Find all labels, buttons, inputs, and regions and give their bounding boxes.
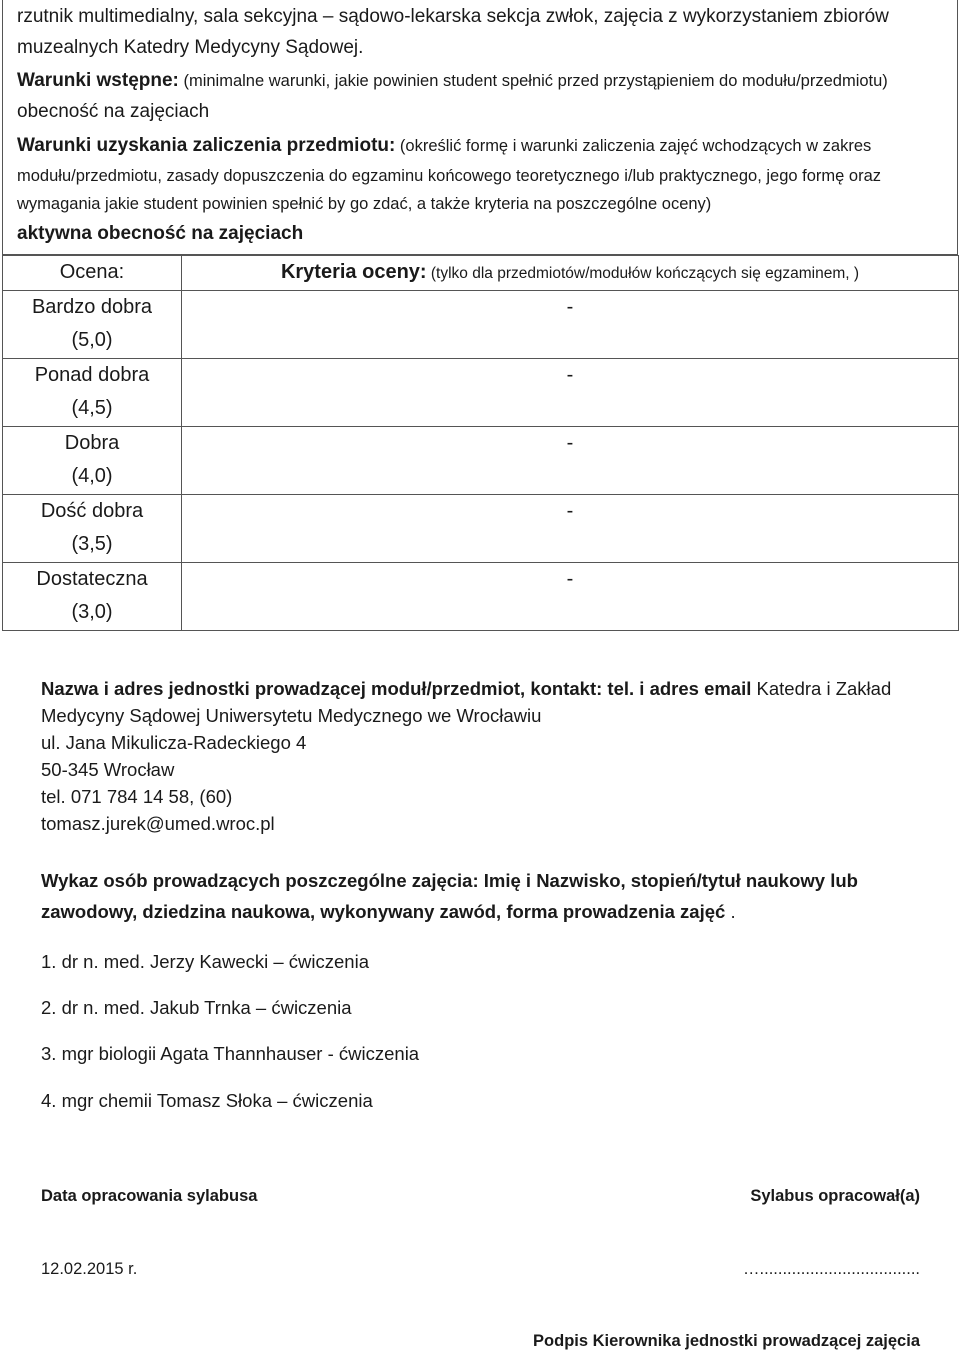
pass-conditions-value: aktywna obecność na zajęciach (17, 223, 304, 244)
staff-heading-line-2 (41, 901, 736, 923)
equipment-line-2: muzealnych Katedry Medycyny Sądowej. (17, 37, 364, 58)
grade-row-4-0 (3, 427, 959, 495)
grade-value: (4,5) (71, 397, 113, 419)
grade-row-3-0 (3, 563, 959, 631)
pass-conditions-note-1: (określić formę i warunki zaliczenia zajęć wchodzących w zakres (395, 137, 872, 155)
staff-item: 4. mgr chemii Tomasz Słoka – ćwiczenia (41, 1090, 373, 1111)
staff-item: 2. dr n. med. Jakub Trnka – ćwiczenia (41, 997, 352, 1018)
staff-heading-tail: . (725, 901, 736, 922)
pass-conditions-heading (17, 135, 871, 157)
staff-heading-text: zawodowy, dziedzina naukowa, wykonywany zawód, forma prowadzenia zajęć (41, 901, 726, 922)
conditions-box (2, 0, 958, 255)
grades-table (2, 255, 959, 631)
grade-cell (3, 291, 182, 359)
signature-line: …................................... (743, 1260, 920, 1278)
date-label: Data opracowania sylabusa (41, 1187, 258, 1205)
grade-cell (3, 427, 182, 495)
contact-email: tomasz.jurek@umed.wroc.pl (41, 813, 275, 834)
grade-name: Ponad dobra (34, 364, 150, 386)
contact-unit-line-1: Katedra i Zakład (751, 678, 892, 699)
staff-heading-line-1: Wykaz osób prowadzących poszczególne zajęcia: Imię i Nazwisko, stopień/tytuł naukowy lub (41, 870, 858, 891)
pass-conditions-note-2: modułu/przedmiotu, zasady dopuszczenia do egzaminu końcowego teoretycznego i/lub praktycznego, jego formę oraz (17, 167, 881, 185)
grade-value: (3,5) (71, 533, 113, 555)
criteria-cell: - (182, 291, 959, 359)
prerequisites-heading (17, 70, 888, 92)
contact-city: 50-345 Wrocław (41, 759, 175, 780)
contact-heading (41, 678, 891, 700)
prerequisites-label: Warunki wstępne: (17, 70, 179, 91)
contact-unit-line-2: Medycyny Sądowej Uniwersytetu Medycznego we Wrocławiu (41, 705, 542, 726)
contact-label: Nazwa i adres jednostki prowadzącej moduł/przedmiot, kontakt: tel. i adres email (41, 678, 752, 699)
grade-row-4-5 (3, 359, 959, 427)
grade-cell (3, 359, 182, 427)
signature-label: Podpis Kierownika jednostki prowadzącej zajęcia (533, 1332, 920, 1350)
prerequisites-value: obecność na zajęciach (17, 101, 210, 122)
grade-cell (3, 495, 182, 563)
grade-name: Bardzo dobra (31, 296, 153, 318)
grade-header-label: Ocena: (59, 261, 125, 283)
criteria-header-label: Kryteria oceny: (280, 261, 427, 283)
date-value: 12.02.2015 r. (41, 1260, 138, 1278)
staff-item: 1. dr n. med. Jerzy Kawecki – ćwiczenia (41, 951, 369, 972)
grade-value: (4,0) (71, 465, 113, 487)
pass-conditions-label: Warunki uzyskania zaliczenia przedmiotu: (17, 135, 396, 156)
grades-header-row (3, 256, 959, 291)
grade-name: Dostateczna (36, 568, 148, 590)
grade-row-5-0 (3, 291, 959, 359)
pass-conditions-note-3: wymagania jakie student powinien spełnić by go zdać, a także kryteria na poszczególne oceny) (17, 195, 712, 213)
contact-street: ul. Jana Mikulicza-Radeckiego 4 (41, 732, 307, 753)
criteria-cell: - (182, 359, 959, 427)
criteria-header-note: (tylko dla przedmiotów/modułów kończących się egzaminem, ) (426, 265, 860, 282)
grade-name: Dość dobra (40, 500, 144, 522)
equipment-line-1: rzutnik multimedialny, sala sekcyjna – sądowo-lekarska sekcja zwłok, zajęcia z wykorzystaniem zbiorów (17, 6, 889, 27)
prerequisites-note: (minimalne warunki, jakie powinien student spełnić przed przystąpieniem do modułu/przedmiotu) (178, 72, 888, 90)
grade-name: Dobra (64, 432, 120, 454)
grade-cell (3, 563, 182, 631)
criteria-cell: - (182, 427, 959, 495)
grade-value: (5,0) (71, 329, 113, 351)
grade-value: (3,0) (71, 601, 113, 623)
staff-item: 3. mgr biologii Agata Thannhauser - ćwiczenia (41, 1043, 420, 1064)
criteria-cell: - (182, 495, 959, 563)
criteria-cell: - (182, 563, 959, 631)
contact-phone: tel. 071 784 14 58, (60) (41, 786, 233, 807)
author-label: Sylabus opracował(a) (750, 1187, 920, 1205)
grade-row-3-5 (3, 495, 959, 563)
criteria-column-header (182, 256, 959, 291)
grade-column-header (3, 256, 182, 291)
